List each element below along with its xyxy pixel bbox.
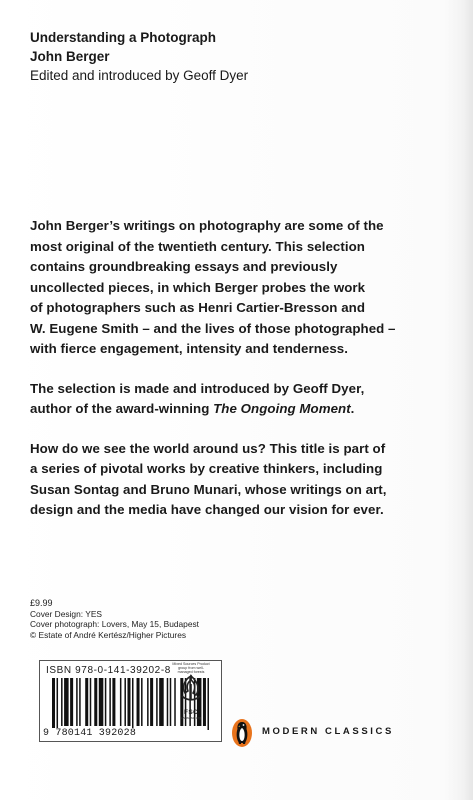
barcode-bar: [61, 678, 63, 726]
blurb-line: of photographers such as Henri Cartier-Bresson and: [30, 300, 365, 315]
blurb: [30, 216, 455, 540]
barcode-bar: [124, 678, 126, 726]
blurb-line: Susan Sontag and Bruno Munari, whose writings on art,: [30, 481, 387, 497]
blurb-paragraph-1: [30, 216, 455, 360]
estate-credit: © Estate of André Kertész/Higher Pictures: [30, 629, 187, 640]
blurb-text: .: [350, 401, 355, 416]
barcode-bar: [150, 678, 153, 726]
blurb-line: The selection is made and introduced by Geoff Dyer,: [30, 380, 365, 396]
barcode-bar: [112, 678, 115, 726]
barcode-bar: [167, 678, 169, 726]
barcode-bar: [90, 678, 92, 726]
barcode-bar: [57, 678, 59, 730]
barcode-bar: [105, 678, 107, 726]
barcode-bar: [79, 678, 81, 726]
isbn-label: ISBN 978-0-141-39202-8: [46, 665, 171, 676]
blurb-line: John Berger’s writings on photography are some of the: [30, 218, 384, 233]
barcode-bar: [99, 678, 104, 726]
fsc-small-text: Mixed Sources Product group from well-managed forests: [172, 662, 210, 674]
credits: [30, 598, 199, 640]
barcode-bar: [159, 678, 164, 726]
fsc-url: www.fsc.org: [180, 716, 202, 720]
barcode-bar: [64, 678, 69, 726]
blurb-line: a series of pivotal works by creative thinkers, including: [30, 461, 383, 476]
blurb-text: author of the award-winning: [30, 401, 214, 416]
blurb-paragraph-2: [30, 379, 455, 420]
fsc-label: FSC: [184, 709, 198, 716]
barcode-bar: [147, 678, 149, 726]
blurb-paragraph-3: [30, 439, 455, 521]
blurb-line: contains groundbreaking essays and previously: [30, 259, 338, 274]
book-title: Understanding a Photograph: [30, 30, 217, 45]
barcode-bar: [156, 678, 158, 726]
book-author: John Berger: [30, 49, 110, 64]
series-name: MODERN CLASSICS: [262, 726, 394, 737]
blurb-line: How do we see the world around us? This title is part of: [30, 440, 386, 456]
fsc-logo: [171, 662, 211, 736]
barcode-bar: [70, 678, 73, 726]
blurb-line: W. Eugene Smith – and the lives of those photographed –: [30, 320, 396, 336]
barcode-digits: 9 780141 392028: [43, 728, 137, 739]
blurb-line: uncollected pieces, in which Berger probes the work: [30, 279, 366, 295]
blurb-line: most original of the twentieth century. This selection: [30, 238, 365, 254]
barcode-bar: [52, 678, 55, 730]
cover-header: [30, 28, 248, 85]
barcode-bar: [85, 678, 88, 726]
barcode-bar: [76, 678, 78, 726]
penguin-logo-icon: [231, 718, 253, 748]
price: £9.99: [30, 598, 53, 608]
blurb-line: with fierce engagement, intensity and tenderness.: [30, 341, 348, 356]
barcode-bar: [141, 678, 143, 726]
blurb-line: design and the media have changed our vision for ever.: [30, 502, 384, 517]
fsc-tree-icon: [177, 674, 205, 704]
cover-photo-credit: Cover photograph: Lovers, May 15, Budapest: [30, 619, 199, 630]
barcode-bar: [94, 678, 97, 726]
barcode-bar: [137, 678, 140, 726]
blurb-line: [30, 399, 455, 420]
barcode-bar: [127, 678, 130, 726]
barcode-bar: [109, 678, 111, 726]
book-editor: Edited and introduced by Geoff Dyer: [30, 68, 249, 83]
book-title-italic: The Ongoing Moment: [213, 401, 351, 416]
cover-design-credit: Cover Design: YES: [30, 608, 102, 619]
barcode-bar: [120, 678, 122, 726]
barcode-bar: [132, 678, 134, 730]
